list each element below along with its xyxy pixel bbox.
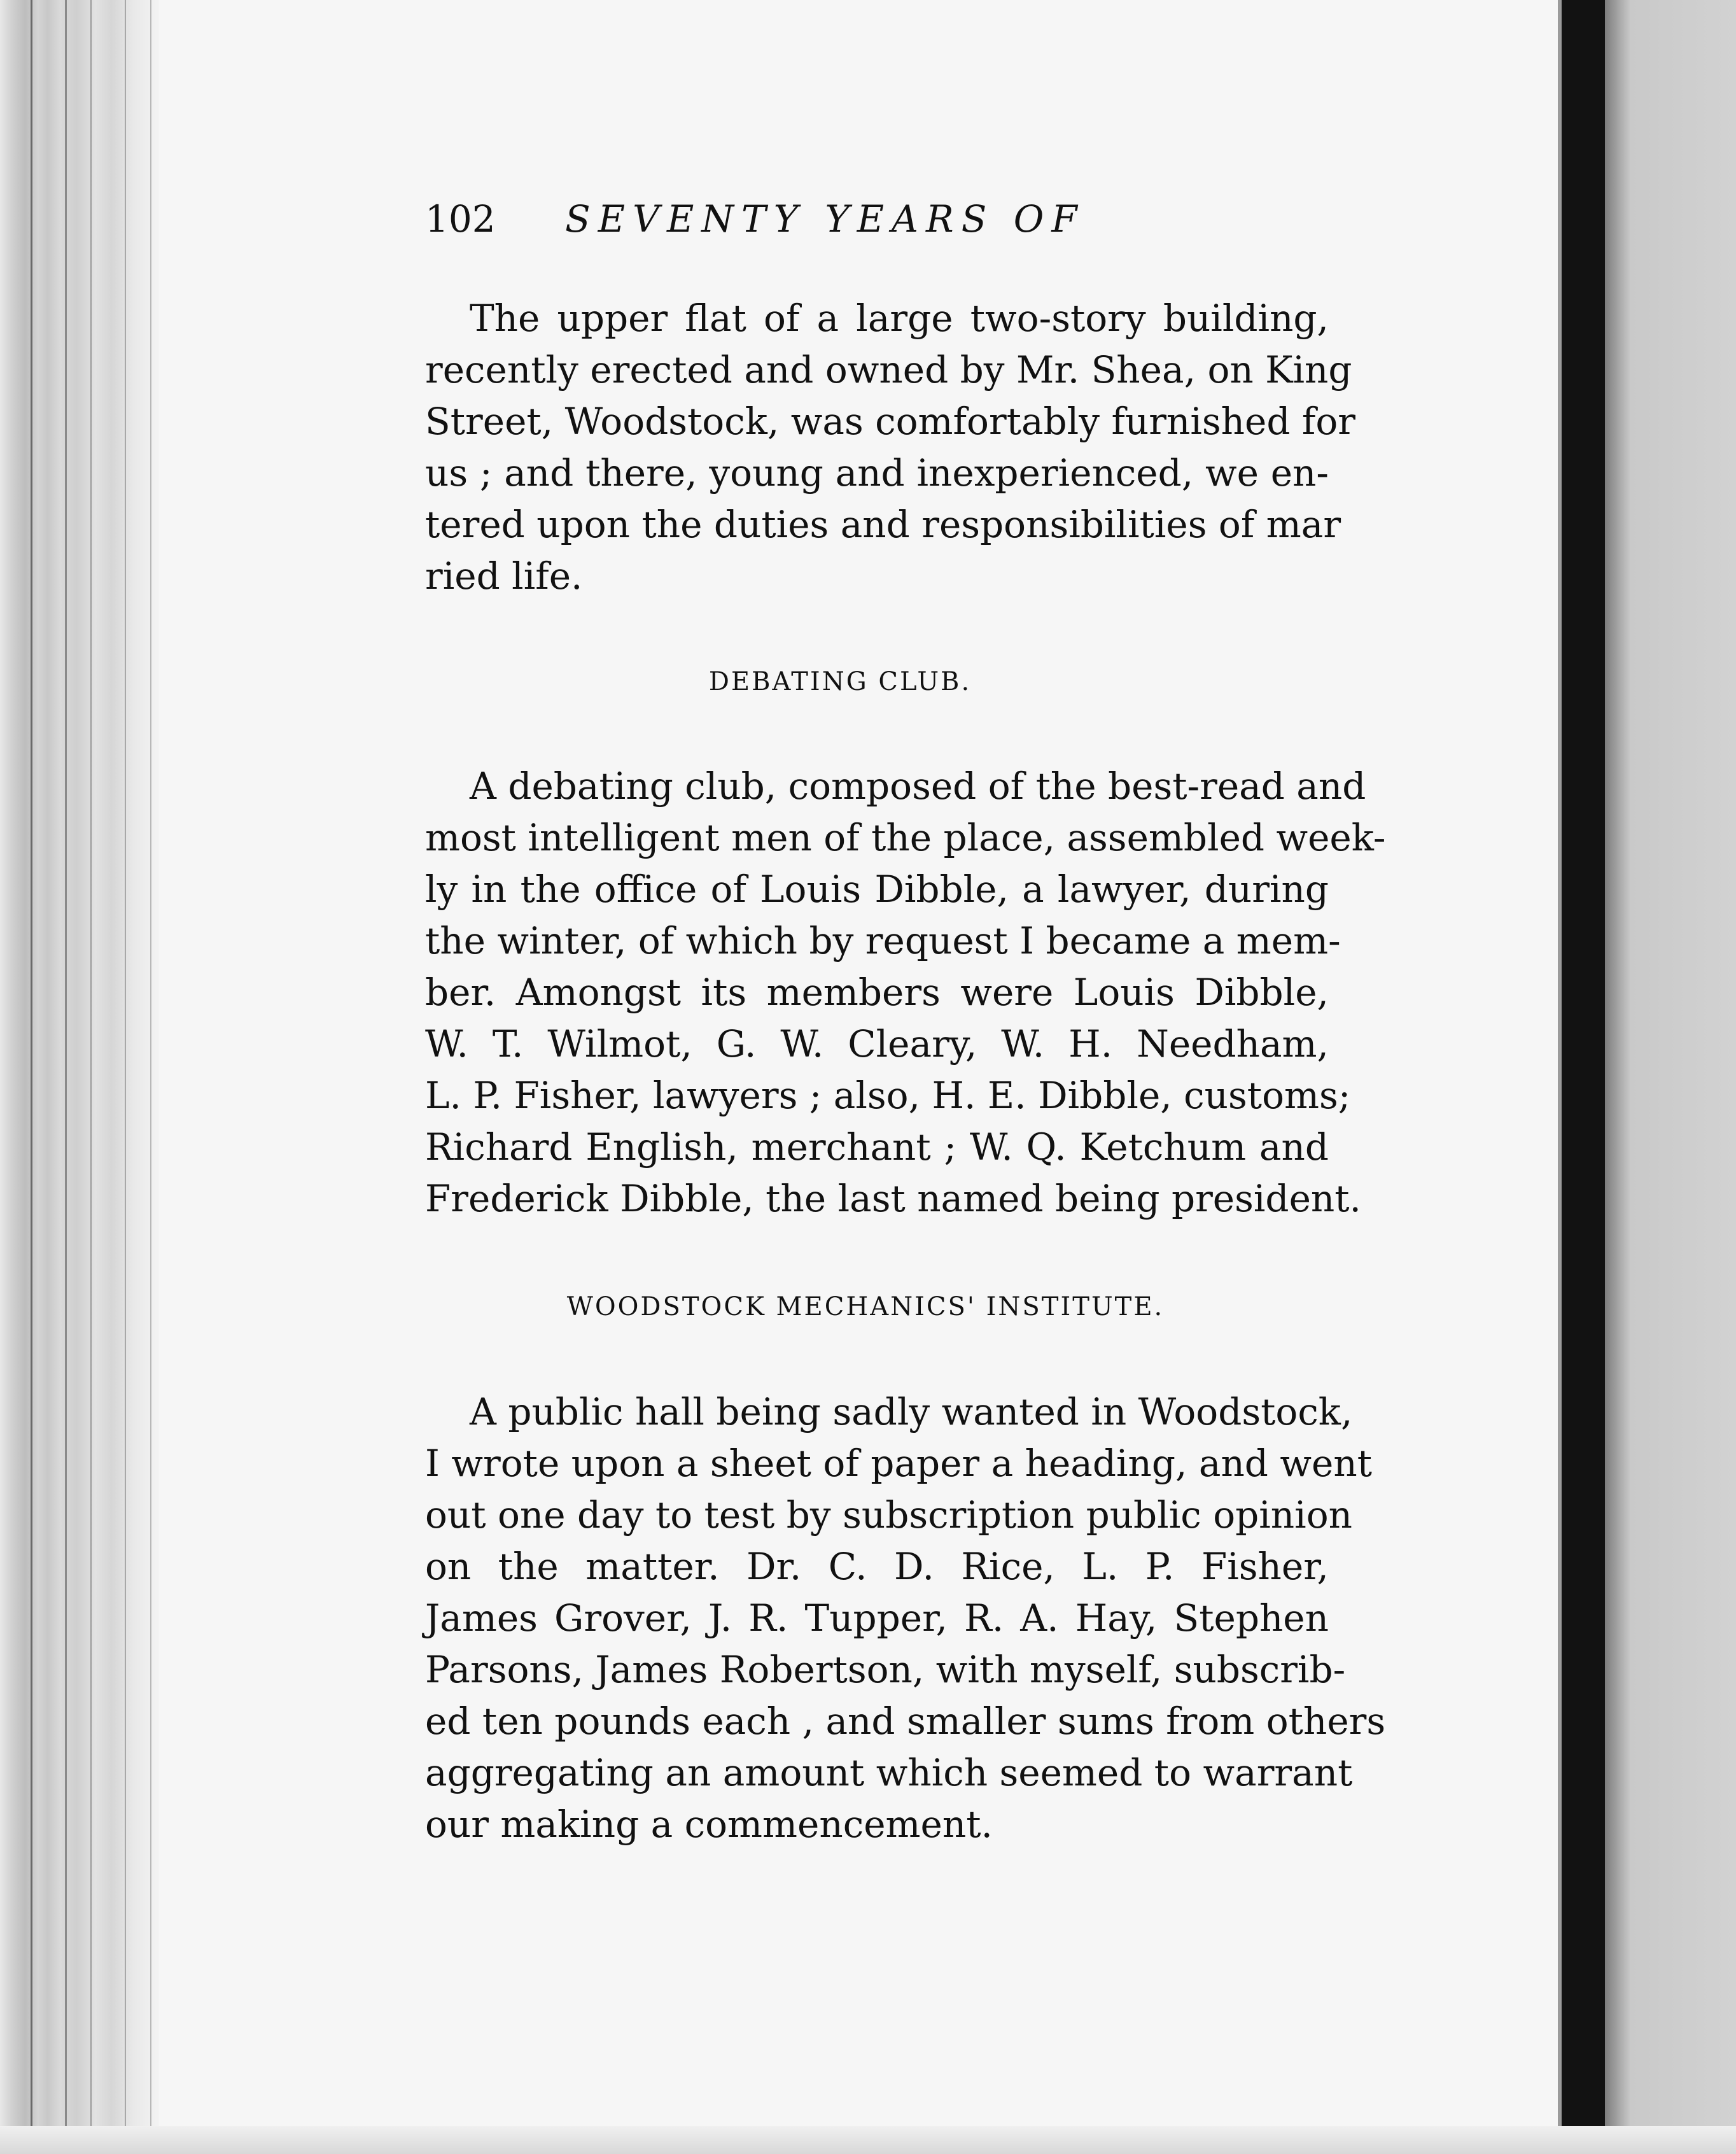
paragraph-1 xyxy=(425,293,1356,602)
text-line: ried life. xyxy=(425,554,583,598)
running-head xyxy=(425,197,1157,255)
text-line: out one day to test by subscription public opinion xyxy=(425,1493,1352,1537)
text-line: ed ten pounds each , and smaller sums from others xyxy=(425,1700,1386,1743)
text-line: most intelligent men of the place, assembled week- xyxy=(425,816,1386,859)
text-line: ly in the office of Louis Dibble, a lawyer, during xyxy=(425,868,1329,911)
text-line: on the matter. Dr. C. D. Rice, L. P. Fisher, xyxy=(425,1545,1329,1588)
text-line: The upper flat of a large two-story building, xyxy=(470,297,1329,340)
text-line: A public hall being sadly wanted in Woodstock, xyxy=(470,1390,1353,1433)
page-edge-line xyxy=(31,0,32,2154)
text-line: I wrote upon a sheet of paper a heading, and went xyxy=(425,1442,1373,1485)
left-page-edges xyxy=(0,0,159,2154)
page-edge-line xyxy=(150,0,151,2154)
text-line: ber. Amongst its members were Louis Dibble, xyxy=(425,971,1329,1014)
paragraph-2 xyxy=(425,761,1386,1225)
section-heading-debating-club: DEBATING CLUB. xyxy=(708,667,972,696)
text-line: Frederick Dibble, the last named being president. xyxy=(425,1177,1361,1220)
book-spine-shadow xyxy=(1560,0,1605,2154)
page-gutter-line xyxy=(1558,0,1562,2154)
page-edge-line xyxy=(90,0,92,2154)
page-number: 102 xyxy=(425,197,496,241)
text-line: A debating club, composed of the best-read and xyxy=(470,764,1366,808)
text-line: aggregating an amount which seemed to warrant xyxy=(425,1751,1353,1794)
paragraph-3 xyxy=(425,1386,1386,1850)
book-cover-edge xyxy=(1605,0,1736,2154)
text-line: our making a commencement. xyxy=(425,1803,993,1846)
text-line: Parsons, James Robertson, with myself, subscrib- xyxy=(425,1648,1346,1691)
text-line: Richard English, merchant ; W. Q. Ketchum and xyxy=(425,1125,1329,1169)
text-line: Street, Woodstock, was comfortably furnished for xyxy=(425,400,1356,443)
running-title: SEVENTY YEARS OF xyxy=(565,197,1085,241)
bottom-page-edge xyxy=(0,2126,1736,2154)
page-edge-line xyxy=(65,0,67,2154)
text-line: tered upon the duties and responsibilities of mar xyxy=(425,503,1341,546)
text-line: recently erected and owned by Mr. Shea, on King xyxy=(425,348,1352,391)
page-edge-line xyxy=(125,0,126,2154)
text-line: the winter, of which by request I became a mem- xyxy=(425,919,1341,962)
section-heading-mechanics-institute: WOODSTOCK MECHANICS' INSTITUTE. xyxy=(566,1292,1165,1321)
text-line: L. P. Fisher, lawyers ; also, H. E. Dibble, customs; xyxy=(425,1074,1351,1117)
text-line: us ; and there, young and inexperienced, we en- xyxy=(425,451,1329,495)
text-line: W. T. Wilmot, G. W. Cleary, W. H. Needham, xyxy=(425,1022,1329,1066)
text-line: James Grover, J. R. Tupper, R. A. Hay, Stephen xyxy=(425,1596,1329,1640)
